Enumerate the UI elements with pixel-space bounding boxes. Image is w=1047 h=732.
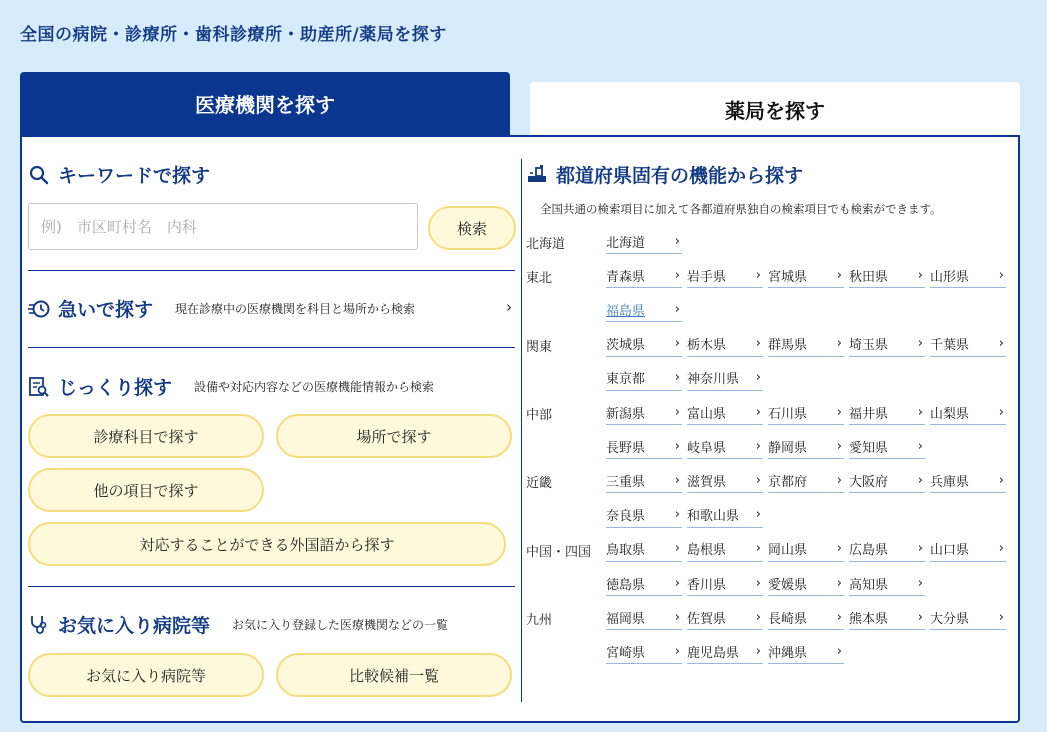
search-icon — [28, 164, 50, 186]
chevron-right-icon: › — [674, 438, 680, 454]
favorites-list-button[interactable]: お気に入り病院等 — [28, 653, 264, 697]
foreign-language-search-button[interactable]: 対応することができる外国語から探す — [28, 522, 506, 566]
chevron-right-icon: › — [755, 336, 761, 352]
chevron-right-icon: › — [755, 267, 761, 283]
chevron-right-icon: › — [917, 609, 923, 625]
left-column — [22, 137, 520, 721]
chevron-right-icon: › — [674, 643, 680, 659]
prefecture-label: 広島県 — [849, 543, 889, 559]
prefecture-label: 宮城県 — [768, 269, 808, 285]
prefecture-label: 長崎県 — [768, 611, 808, 627]
chevron-right-icon: › — [917, 336, 923, 352]
chevron-right-icon: › — [674, 472, 680, 488]
chevron-right-icon: › — [674, 541, 680, 557]
prefecture-label: 滋賀県 — [687, 474, 727, 490]
chevron-right-icon: › — [917, 575, 923, 591]
region-label: 北海道 — [526, 237, 566, 252]
prefecture-label: 岩手県 — [687, 269, 727, 285]
prefecture-link[interactable] — [930, 332, 1006, 357]
detailed-desc: 設備や対応内容などの医療機能情報から検索 — [194, 380, 435, 394]
prefecture-label: 神奈川県 — [687, 372, 740, 388]
prefecture-link[interactable] — [687, 400, 763, 425]
prefecture-label: 北海道 — [606, 235, 646, 251]
chevron-right-icon: › — [755, 507, 761, 523]
prefecture-label: 群馬県 — [768, 338, 808, 354]
prefecture-label: 青森県 — [606, 269, 646, 285]
prefecture-link[interactable] — [849, 263, 925, 288]
chevron-right-icon: › — [836, 541, 842, 557]
chevron-right-icon: › — [836, 336, 842, 352]
prefecture-link[interactable] — [606, 571, 682, 596]
prefecture-label: 沖縄県 — [768, 645, 808, 661]
chevron-right-icon: › — [674, 575, 680, 591]
prefecture-label: 宮崎県 — [606, 645, 646, 661]
keyword-title: キーワードで探す — [58, 165, 211, 187]
chevron-right-icon: › — [917, 472, 923, 488]
chevron-right-icon: › — [998, 336, 1004, 352]
search-panel — [20, 135, 1020, 723]
prefecture-label: 愛知県 — [849, 440, 889, 456]
prefecture-label: 鳥取県 — [606, 543, 646, 559]
chevron-right-icon: › — [755, 370, 761, 386]
prefecture-link[interactable] — [930, 263, 1006, 288]
prefecture-link[interactable] — [930, 605, 1006, 630]
chevron-right-icon: › — [836, 609, 842, 625]
urgent-title: 急いで探す — [58, 299, 154, 321]
prefecture-label: 奈良県 — [606, 509, 646, 525]
region-label: 近畿 — [526, 476, 553, 492]
prefecture-link[interactable] — [606, 263, 682, 288]
chevron-right-icon: › — [674, 609, 680, 625]
prefecture-label: 三重県 — [606, 474, 646, 490]
prefecture-label: 福島県 — [606, 303, 646, 319]
prefecture-label: 大分県 — [930, 611, 970, 627]
tab-pharmacy[interactable]: 薬局を探す — [530, 82, 1020, 136]
prefecture-desc: 全国共通の検索項目に加えて各都道府県独自の検索項目でも検索ができます。 — [540, 202, 942, 216]
prefecture-label: 熊本県 — [849, 611, 889, 627]
prefecture-label: 高知県 — [849, 577, 889, 593]
page-title: 全国の病院・診療所・歯科診療所・助産所/薬局を探す — [20, 25, 447, 45]
prefecture-link[interactable] — [687, 605, 763, 630]
chevron-right-icon: › — [836, 472, 842, 488]
right-column — [522, 137, 1020, 721]
chevron-right-icon: › — [755, 643, 761, 659]
prefecture-link[interactable] — [687, 639, 763, 664]
chevron-right-icon: › — [836, 575, 842, 591]
urgent-row[interactable] — [28, 295, 518, 322]
detailed-title: じっくり探す — [58, 377, 173, 399]
chevron-right-icon: › — [998, 472, 1004, 488]
chevron-right-icon: › — [674, 370, 680, 386]
prefecture-link[interactable] — [849, 434, 925, 459]
prefecture-label: 埼玉県 — [849, 338, 889, 354]
prefecture-label: 福井県 — [849, 406, 889, 422]
prefecture-label: 福岡県 — [606, 611, 646, 627]
prefecture-label: 愛媛県 — [768, 577, 808, 593]
prefecture-link[interactable] — [768, 434, 844, 459]
prefecture-heading — [526, 161, 803, 188]
chevron-right-icon: › — [836, 643, 842, 659]
chevron-right-icon: › — [674, 301, 680, 317]
chevron-right-icon: › — [674, 507, 680, 523]
prefecture-link[interactable] — [606, 400, 682, 425]
divider — [28, 270, 515, 271]
other-items-search-button[interactable]: 他の項目で探す — [28, 468, 264, 512]
tab-medical[interactable]: 医療機関を探す — [20, 72, 510, 136]
prefecture-link[interactable] — [930, 468, 1006, 493]
prefecture-link[interactable] — [768, 263, 844, 288]
location-search-button[interactable]: 場所で探す — [276, 414, 512, 458]
prefecture-label: 千葉県 — [930, 338, 970, 354]
prefecture-label: 大阪府 — [849, 474, 889, 490]
chevron-right-icon: › — [917, 541, 923, 557]
prefecture-link[interactable] — [687, 434, 763, 459]
prefecture-link[interactable] — [687, 263, 763, 288]
prefecture-link[interactable] — [849, 605, 925, 630]
prefecture-link[interactable] — [606, 503, 682, 528]
prefecture-link[interactable] — [606, 366, 682, 391]
prefecture-link[interactable] — [687, 571, 763, 596]
prefecture-title: 都道府県固有の機能から探す — [556, 165, 804, 187]
prefecture-link[interactable] — [606, 297, 682, 322]
chevron-right-icon: › — [674, 336, 680, 352]
prefecture-link[interactable] — [687, 366, 763, 391]
prefecture-label: 静岡県 — [768, 440, 808, 456]
favorites-heading — [28, 611, 448, 638]
region-label: 中部 — [526, 408, 553, 423]
chevron-right-icon: › — [755, 575, 761, 591]
prefecture-label: 岐阜県 — [687, 440, 727, 456]
chevron-right-icon: › — [836, 267, 842, 283]
favorites-title: お気に入り病院等 — [58, 615, 211, 637]
urgent-desc: 現在診療中の医療機関を科目と場所から検索 — [175, 302, 416, 316]
prefecture-link[interactable] — [768, 537, 844, 562]
chevron-right-icon: › — [998, 609, 1004, 625]
prefecture-link[interactable] — [930, 537, 1006, 562]
prefecture-link[interactable] — [606, 434, 682, 459]
prefecture-label: 栃木県 — [687, 338, 727, 354]
search-button[interactable]: 検索 — [428, 206, 516, 250]
chevron-right-icon: › — [755, 404, 761, 420]
prefecture-link[interactable] — [768, 468, 844, 493]
prefecture-link[interactable] — [606, 229, 682, 254]
prefecture-link[interactable] — [768, 400, 844, 425]
chevron-right-icon: › — [917, 267, 923, 283]
detailed-heading — [28, 373, 434, 400]
prefecture-link[interactable] — [768, 639, 844, 664]
clock-speed-icon — [28, 298, 50, 320]
prefecture-link[interactable] — [606, 468, 682, 493]
prefecture-label: 山口県 — [930, 543, 970, 559]
prefecture-label: 京都府 — [768, 474, 808, 490]
prefecture-link[interactable] — [849, 571, 925, 596]
comparison-list-button[interactable]: 比較候補一覧 — [276, 653, 512, 697]
chevron-right-icon: › — [755, 438, 761, 454]
favorites-desc: お気に入り登録した医療機関などの一覧 — [232, 618, 449, 632]
prefecture-link[interactable] — [768, 332, 844, 357]
prefecture-link[interactable] — [768, 605, 844, 630]
prefecture-link[interactable] — [606, 639, 682, 664]
divider — [28, 586, 515, 587]
prefecture-link[interactable] — [849, 537, 925, 562]
region-label: 中国・四国 — [526, 544, 592, 560]
keyword-heading — [28, 161, 210, 188]
building-map-icon — [526, 164, 548, 186]
chevron-right-icon: › — [674, 267, 680, 283]
region-label: 九州 — [526, 613, 553, 629]
prefecture-label: 石川県 — [768, 406, 808, 422]
prefecture-link[interactable] — [687, 537, 763, 562]
prefecture-label: 秋田県 — [849, 269, 889, 285]
prefecture-link[interactable] — [768, 571, 844, 596]
prefecture-label: 山梨県 — [930, 406, 970, 422]
chevron-right-icon: › — [836, 404, 842, 420]
region-label: 関東 — [526, 339, 553, 355]
chevron-right-icon: › — [506, 298, 512, 316]
prefecture-label: 岡山県 — [768, 543, 808, 559]
prefecture-link[interactable] — [687, 503, 763, 528]
prefecture-link[interactable] — [849, 400, 925, 425]
prefecture-label: 長野県 — [606, 440, 646, 456]
prefecture-label: 新潟県 — [606, 406, 646, 422]
prefecture-label: 茨城県 — [606, 338, 646, 354]
stethoscope-icon — [28, 614, 50, 636]
prefecture-link[interactable] — [849, 468, 925, 493]
prefecture-label: 香川県 — [687, 577, 727, 593]
prefecture-link[interactable] — [606, 605, 682, 630]
chevron-right-icon: › — [917, 404, 923, 420]
chevron-right-icon: › — [998, 541, 1004, 557]
chevron-right-icon: › — [755, 472, 761, 488]
region-label: 東北 — [526, 271, 553, 287]
prefecture-link[interactable] — [606, 537, 682, 562]
prefecture-label: 兵庫県 — [930, 474, 970, 490]
document-search-icon — [28, 376, 50, 398]
prefecture-label: 鹿児島県 — [687, 645, 740, 661]
chevron-right-icon: › — [917, 438, 923, 454]
chevron-right-icon: › — [755, 541, 761, 557]
prefecture-link[interactable] — [606, 332, 682, 357]
chevron-right-icon: › — [998, 267, 1004, 283]
prefecture-label: 徳島県 — [606, 577, 646, 593]
prefecture-label: 東京都 — [606, 372, 646, 388]
divider — [28, 347, 515, 348]
keyword-input[interactable] — [28, 203, 418, 250]
prefecture-label: 山形県 — [930, 269, 970, 285]
prefecture-label: 島根県 — [687, 543, 727, 559]
prefecture-link[interactable] — [687, 468, 763, 493]
prefecture-label: 富山県 — [687, 406, 727, 422]
prefecture-link[interactable] — [849, 332, 925, 357]
chevron-right-icon: › — [755, 609, 761, 625]
prefecture-link[interactable] — [930, 400, 1006, 425]
prefecture-label: 佐賀県 — [687, 611, 727, 627]
chevron-right-icon: › — [674, 404, 680, 420]
chevron-right-icon: › — [836, 438, 842, 454]
prefecture-link[interactable] — [687, 332, 763, 357]
chevron-right-icon: › — [998, 404, 1004, 420]
chevron-right-icon: › — [674, 233, 680, 249]
prefecture-label: 和歌山県 — [687, 509, 740, 525]
department-search-button[interactable]: 診療科目で探す — [28, 414, 264, 458]
